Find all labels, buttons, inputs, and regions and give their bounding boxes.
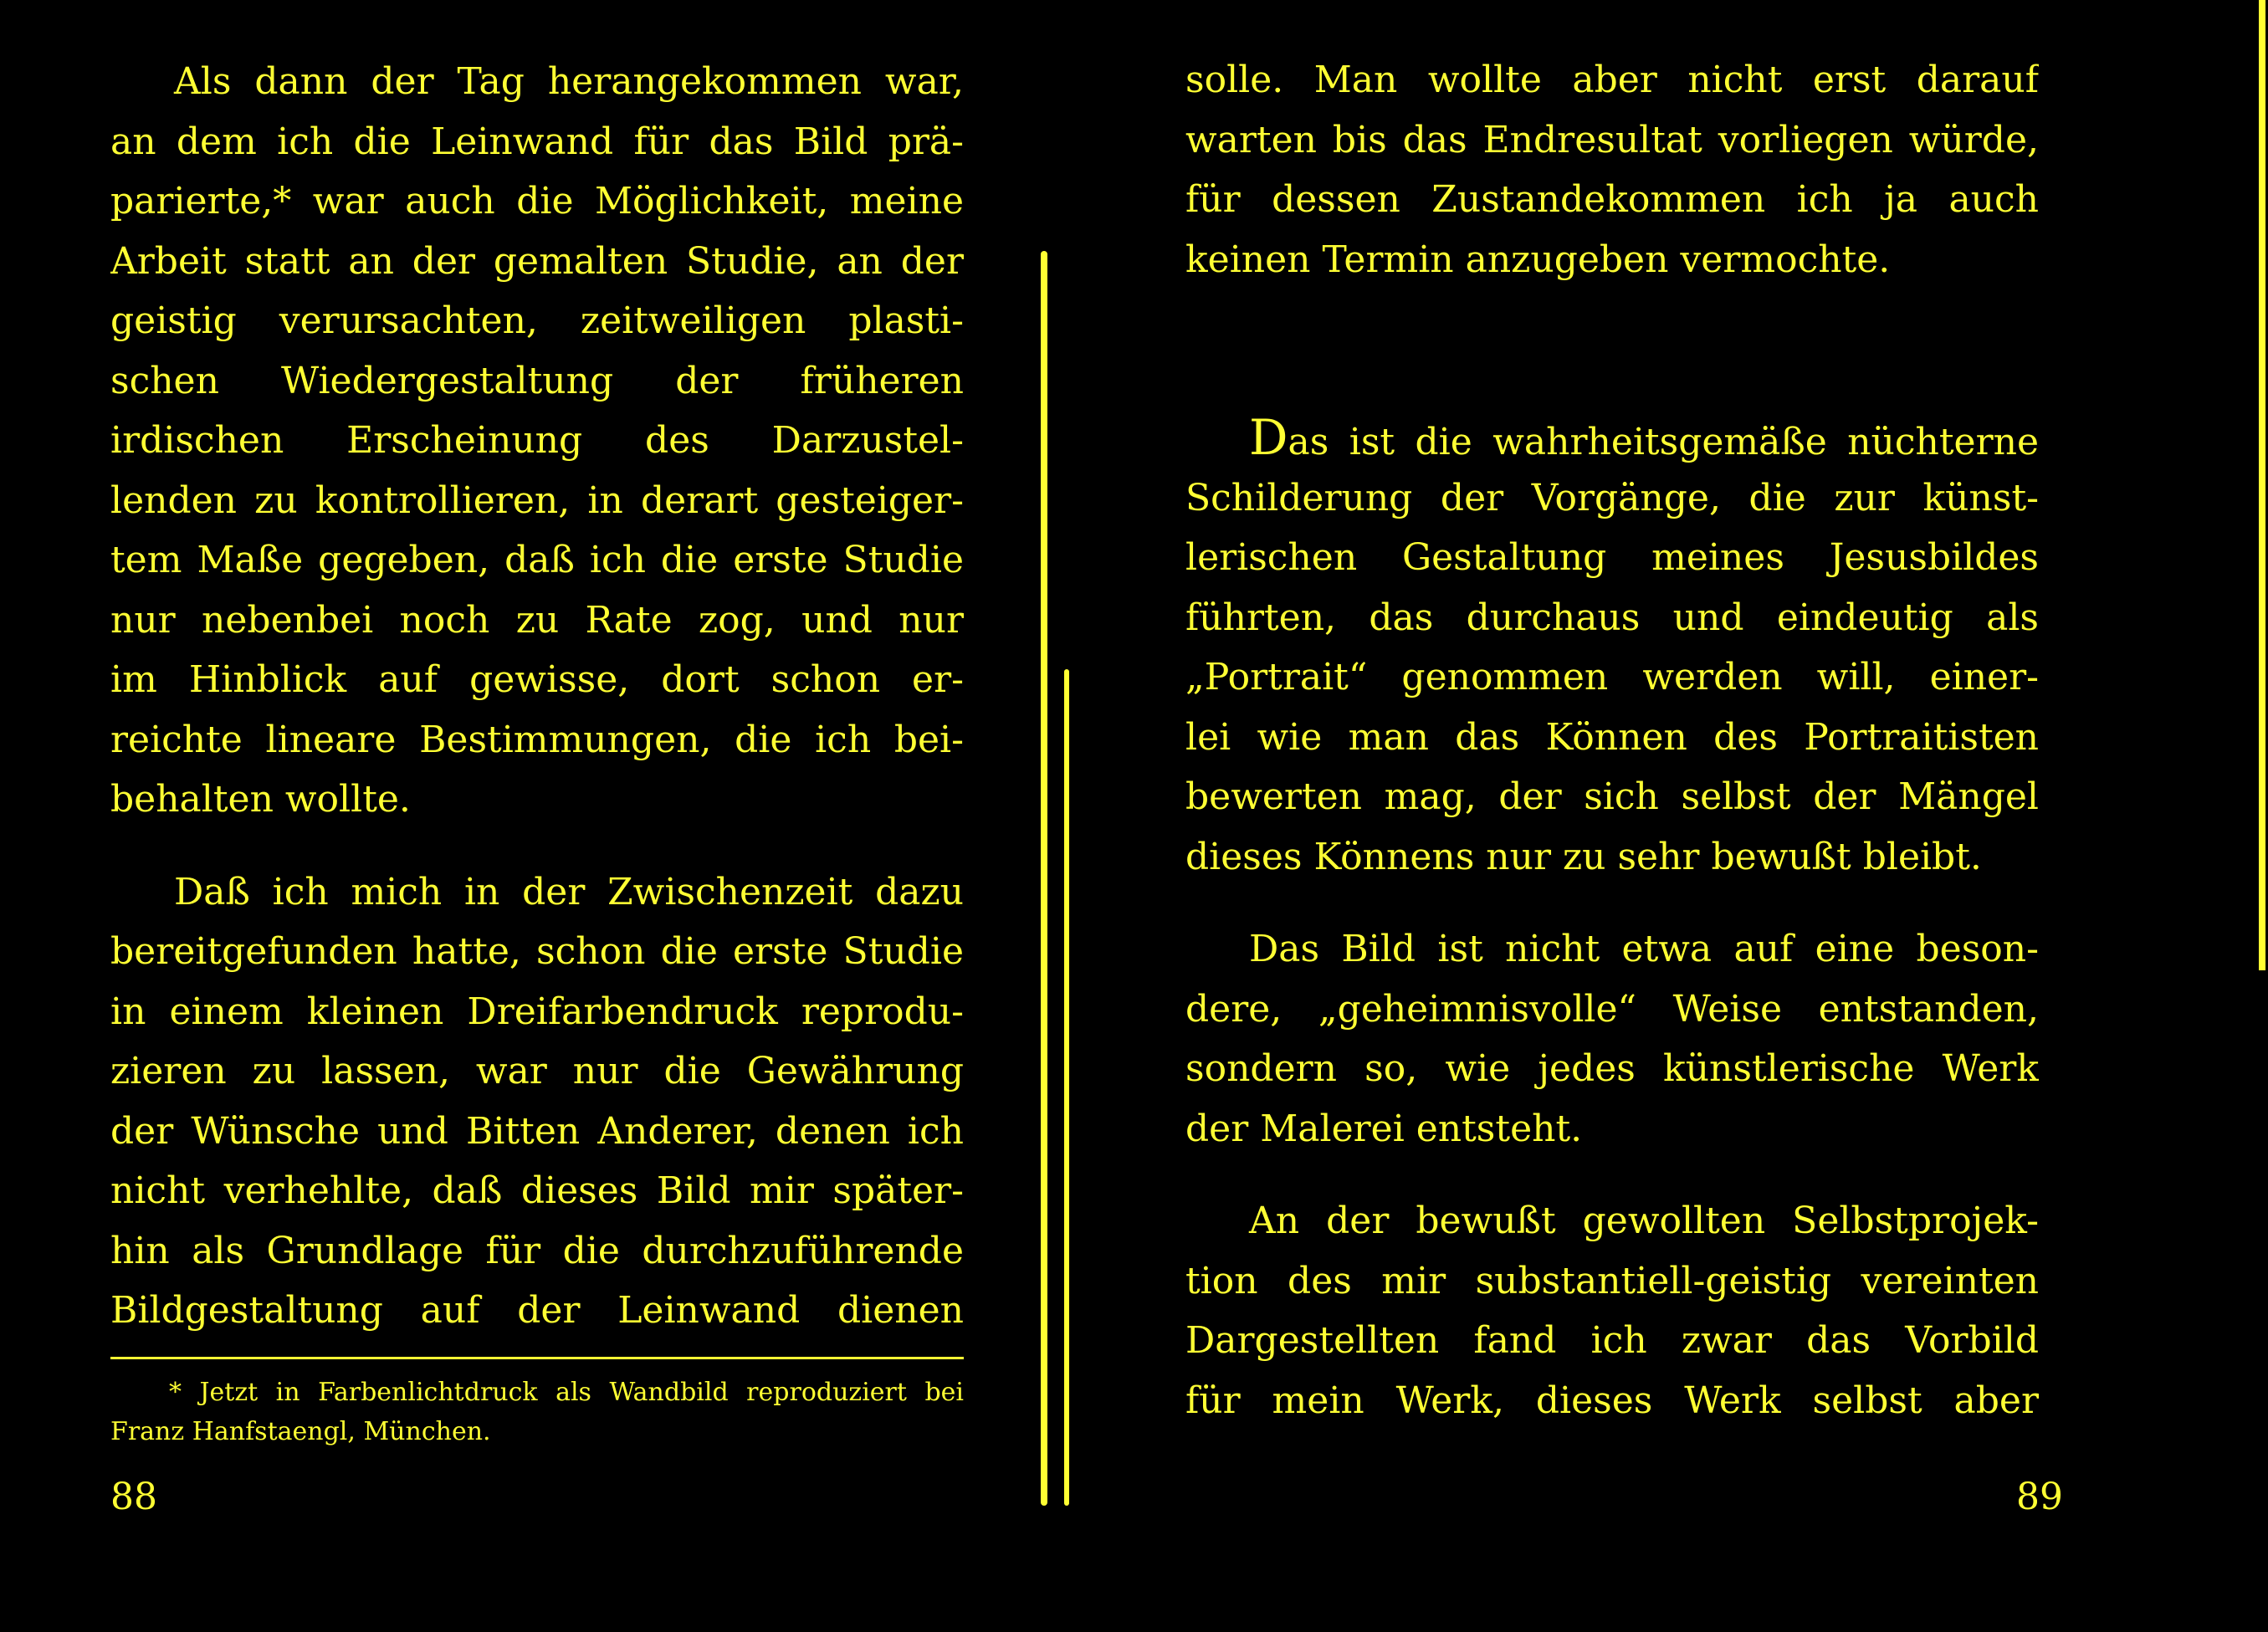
page-number-left: 88 bbox=[110, 1476, 157, 1518]
text-line: Dargestellten fand ich zwar das Vorbild bbox=[1185, 1319, 2039, 1362]
text-line: in einem kleinen Dreifarbendruck reprodu- bbox=[110, 990, 964, 1033]
text-line: an dem ich die Leinwand für das Bild prä- bbox=[110, 120, 964, 163]
text-line: schen Wiedergestaltung der früheren bbox=[110, 359, 964, 402]
text-line: warten bis das Endresultat vorliegen würde, bbox=[1185, 118, 2039, 161]
text-line: dieses Könnens nur zu sehr bewußt bleibt. bbox=[1185, 835, 1982, 878]
text-line bbox=[1185, 408, 2039, 468]
text-line: An der bewußt gewollten Selbstprojek- bbox=[1249, 1200, 2039, 1242]
text-line: lenden zu kontrollieren, in derart gesteiger- bbox=[110, 478, 964, 522]
text-line: hin als Grundlage für die durchzuführende bbox=[110, 1229, 964, 1272]
text-line: „Portrait“ genommen werden will, einer- bbox=[1185, 656, 2039, 698]
drop-cap: D bbox=[1249, 409, 1288, 466]
text-line: für mein Werk, dieses Werk selbst aber bbox=[1185, 1379, 2039, 1422]
text-line: im Hinblick auf gewisse, dort schon er- bbox=[110, 658, 964, 701]
text-line: Daß ich mich in der Zwischenzeit dazu bbox=[174, 870, 964, 913]
paragraph-gap bbox=[1185, 887, 2039, 919]
text-line: Als dann der Tag herangekommen war, bbox=[174, 60, 964, 103]
text-line: für dessen Zustandekommen ich ja auch bbox=[1185, 178, 2039, 221]
page-number-right: 89 bbox=[2016, 1476, 2063, 1518]
text-line: Schilderung der Vorgänge, die zur künst- bbox=[1185, 476, 2039, 519]
footnote bbox=[110, 1373, 964, 1451]
footnote-divider bbox=[110, 1357, 964, 1359]
text-line: behalten wollte. bbox=[110, 778, 411, 821]
text-line: solle. Man wollte aber nicht erst darauf bbox=[1185, 59, 2039, 101]
text-line: Bildgestaltung auf der Leinwand dienen bbox=[110, 1289, 964, 1332]
text-line: parierte,* war auch die Möglichkeit, meine bbox=[110, 180, 964, 223]
text-line: der Wünsche und Bitten Anderer, denen ich bbox=[110, 1109, 964, 1153]
text-line: irdischen Erscheinung des Darzustel- bbox=[110, 419, 964, 462]
text-line: Arbeit statt an der gemalten Studie, an der bbox=[110, 239, 964, 283]
paragraph-gap bbox=[1185, 1159, 2039, 1191]
right-page-text bbox=[1185, 50, 2039, 1430]
text-line: nicht verhehlte, daß dieses Bild mir später- bbox=[110, 1169, 964, 1212]
text-line: bereitgefunden hatte, schon die erste Studie bbox=[110, 930, 964, 973]
text-line: sondern so, wie jedes künstlerische Werk bbox=[1185, 1047, 2039, 1090]
text-line: zieren zu lassen, war nur die Gewährung bbox=[110, 1050, 964, 1092]
text-line: führten, das durchaus und eindeutig als bbox=[1185, 596, 2039, 639]
text-line: Das Bild ist nicht etwa auf eine beson- bbox=[1249, 928, 2039, 970]
text-line: lerischen Gestaltung meines Jesusbildes bbox=[1185, 536, 2039, 579]
footnote-line: * Jetzt in Farbenlichtdruck als Wandbild reproduziert bei bbox=[169, 1378, 964, 1407]
text-line: lei wie man das Können des Portraitisten bbox=[1185, 715, 2039, 759]
text-line: nur nebenbei noch zu Rate zog, und nur bbox=[110, 598, 964, 642]
text-line: reichte lineare Bestimmungen, die ich bei- bbox=[110, 718, 964, 761]
text-line: dere, „geheimnisvolle“ Weise entstanden, bbox=[1185, 987, 2039, 1031]
text-line: keinen Termin anzugeben vermochte. bbox=[1185, 238, 1891, 281]
paragraph-gap bbox=[1185, 289, 2039, 408]
text-line: tion des mir substantiell-geistig vereinten bbox=[1185, 1259, 2039, 1302]
right-page bbox=[1046, 0, 2268, 1632]
left-page-text bbox=[110, 52, 964, 1341]
paragraph-gap bbox=[110, 830, 964, 862]
text-line: geistig verursachten, zeitweiligen plasti- bbox=[110, 299, 964, 342]
text-line: tem Maße gegeben, daß ich die erste Studie bbox=[110, 539, 964, 581]
footnote-line: Franz Hanfstaengl, München. bbox=[110, 1417, 491, 1446]
left-page bbox=[0, 0, 1046, 1632]
text-line: der Malerei entsteht. bbox=[1185, 1107, 1583, 1150]
text-line-rest: as ist die wahrheitsgemäße nüchterne bbox=[1288, 421, 2039, 463]
text-line: bewerten mag, der sich selbst der Mängel bbox=[1185, 775, 2039, 818]
